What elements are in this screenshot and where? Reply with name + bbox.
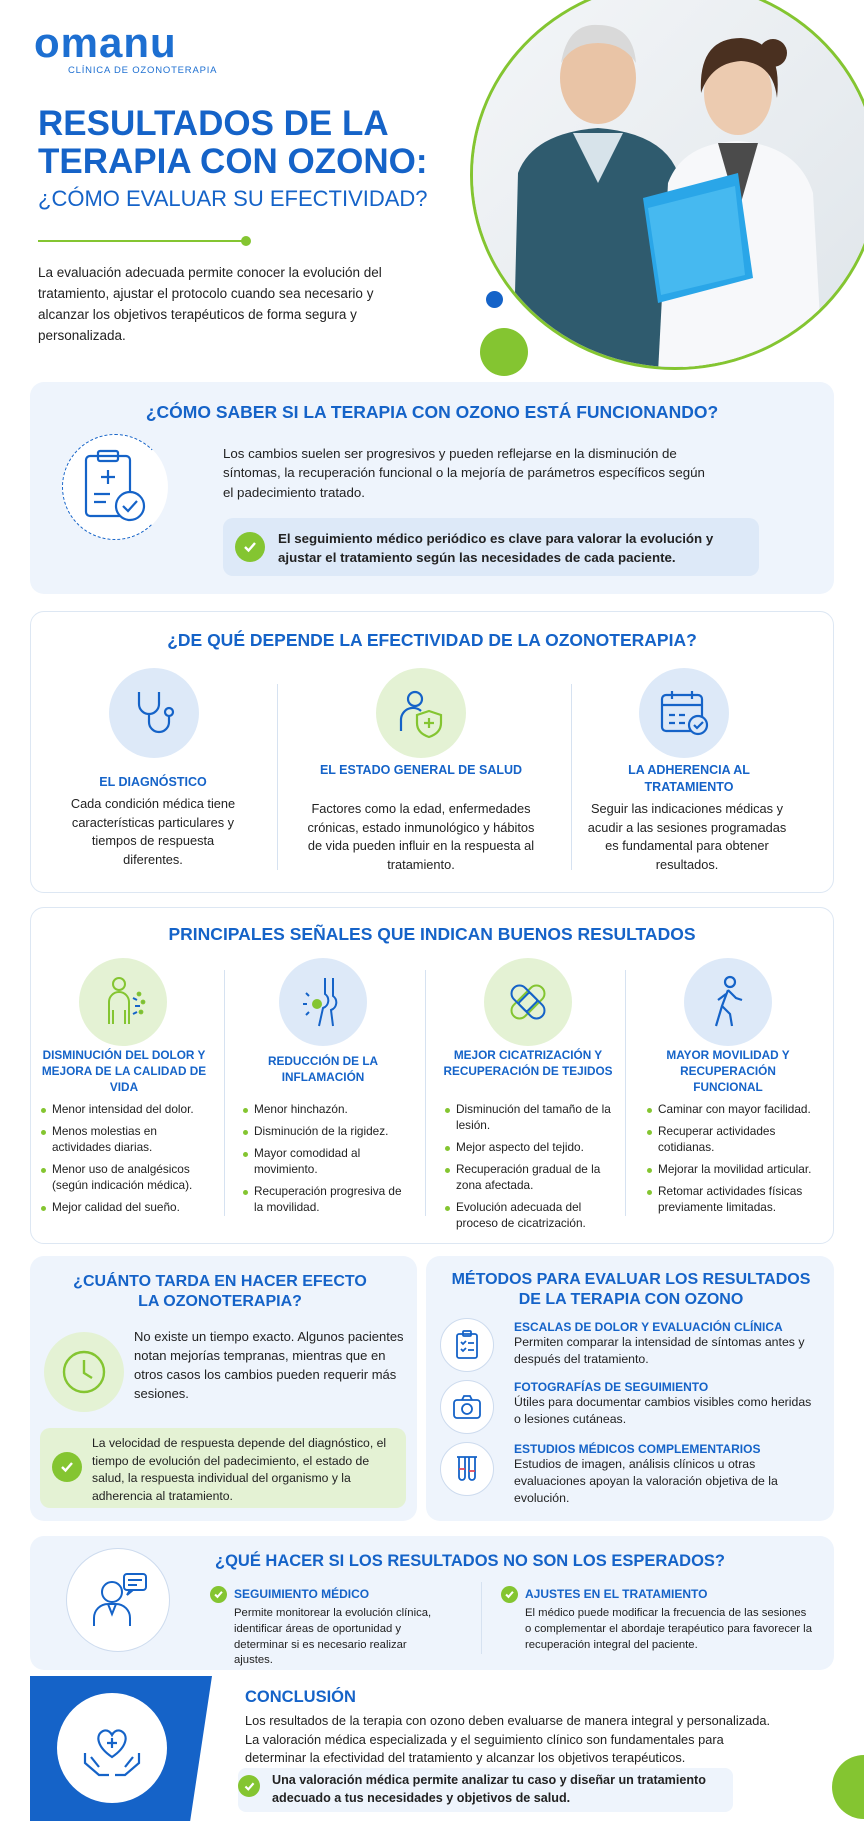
- method-item-3: [514, 1442, 814, 1508]
- signs-item-1-list: [41, 1102, 211, 1222]
- signs-item-2-list: [243, 1102, 413, 1222]
- depends-item-3-title: LA ADHERENCIA AL TRATAMIENTO: [628, 763, 750, 794]
- camera-icon: [440, 1380, 494, 1434]
- list-item: Caminar con mayor facilidad.: [647, 1102, 823, 1118]
- section-how-to-know-highlight-box: [223, 518, 759, 576]
- signs-item-4-list: [647, 1102, 823, 1222]
- section-depends: [30, 611, 834, 893]
- signs-item-3-list: [445, 1102, 619, 1237]
- divider: [277, 684, 278, 870]
- list-item: Disminución del tamaño de la lesión.: [445, 1102, 619, 1134]
- health-shield-icon: [376, 668, 466, 758]
- method-item-1: [514, 1320, 814, 1368]
- list-item: Recuperación gradual de la zona afectada.: [445, 1162, 619, 1194]
- list-item: Menor hinchazón.: [243, 1102, 413, 1118]
- section-how-long-highlight-box: [40, 1428, 406, 1508]
- depends-item-3-text: Seguir las indicaciones médicas y acudir a las sesiones programadas es fundamental para obtener resultados.: [587, 801, 787, 872]
- knee-inflammation-icon: [279, 958, 367, 1046]
- section-methods-title: MÉTODOS PARA EVALUAR LOS RESULTADOS DE LA TERAPIA CON OZONO: [451, 1271, 811, 1308]
- list-item: Mejorar la movilidad articular.: [647, 1162, 823, 1178]
- page-title: [38, 105, 428, 181]
- conclusion-title: CONCLUSIÓN: [245, 1688, 356, 1706]
- check-icon: [238, 1775, 260, 1797]
- method-item-2: [514, 1380, 814, 1428]
- list-item: Menor uso de analgésicos (según indicación médica).: [41, 1162, 211, 1194]
- decor-dot-green: [480, 328, 528, 376]
- title-line-1: RESULTADOS DE LA: [38, 104, 389, 143]
- divider: [224, 970, 225, 1216]
- signs-item-4-title: MAYOR MOVILIDAD Y RECUPERACIÓN FUNCIONAL: [666, 1048, 790, 1094]
- calendar-check-icon: [639, 668, 729, 758]
- section-how-long-highlight: La velocidad de respuesta depende del diagnóstico, el tiempo de evolución del padecimiento, el estado de salud, la respuesta individual del organismo y la adherencia al tratamiento.: [92, 1436, 387, 1504]
- list-item: Menos molestias en actividades diarias.: [41, 1124, 211, 1156]
- list-item: Mejor aspecto del tejido.: [445, 1140, 619, 1156]
- section-not-expected-title: ¿QUÉ HACER SI LOS RESULTADOS NO SON LOS ESPERADOS?: [214, 1552, 726, 1570]
- divider: [571, 684, 572, 870]
- title-line-2: TERAPIA CON OZONO:: [38, 141, 428, 181]
- divider: [481, 1582, 482, 1654]
- list-item: Disminución de la rigidez.: [243, 1124, 413, 1140]
- heart-hands-icon: [57, 1693, 167, 1803]
- brand-logo: [34, 19, 218, 76]
- conclusion-highlight: Una valoración médica permite analizar tu caso y diseñar un tratamiento adecuado a tus necesidades y objetivos de salud.: [272, 1773, 706, 1805]
- clipboard-icon: [62, 434, 168, 540]
- page-subtitle: ¿CÓMO EVALUAR SU EFECTIVIDAD?: [38, 186, 428, 211]
- list-item: Recuperación progresiva de la movilidad.: [243, 1184, 413, 1216]
- list-item: Mejor calidad del sueño.: [41, 1200, 211, 1216]
- stethoscope-icon: [109, 668, 199, 758]
- check-icon: [52, 1452, 82, 1482]
- section-how-long: [30, 1256, 417, 1521]
- list-item: Mayor comodidad al movimiento.: [243, 1146, 413, 1178]
- intro-text: La evaluación adecuada permite conocer la evolución del tratamiento, ajustar el protocolo cuando sea necesario y alcanzar los objetivos terapéuticos de forma segura y personalizada.: [38, 265, 382, 343]
- decor-dot-green-bottom: [832, 1755, 864, 1819]
- decor-dot-blue: [486, 291, 503, 308]
- section-signs-title: PRINCIPALES SEÑALES QUE INDICAN BUENOS RESULTADOS: [168, 924, 696, 944]
- bandage-icon: [484, 958, 572, 1046]
- conclusion-highlight-box: [238, 1768, 733, 1812]
- title-divider: [38, 240, 246, 242]
- depends-item-1-text: Cada condición médica tiene características particulares y tiempos de respuesta diferentes.: [70, 796, 236, 867]
- doctor-patient-illustration: [473, 0, 864, 370]
- section-not-expected: [30, 1536, 834, 1670]
- signs-item-2-title: REDUCCIÓN DE LA INFLAMACIÓN: [267, 1054, 379, 1084]
- method-item-3-title: ESTUDIOS MÉDICOS COMPLEMENTARIOS: [514, 1442, 761, 1456]
- list-item: Retomar actividades físicas previamente limitadas.: [647, 1184, 823, 1216]
- conclusion-text: Los resultados de la terapia con ozono deben evaluarse de manera integral y personalizada. La valoración médica especializada y el seguimiento clínico son fundamentales para determinar la efectividad del tratamiento y alcanzar los objetivos terapéuticos.: [245, 1713, 771, 1766]
- section-how-to-know-highlight: El seguimiento médico periódico es clave para valorar la evolución y ajustar el tratamiento según las necesidades de cada paciente.: [278, 531, 714, 566]
- method-item-1-title: ESCALAS DE DOLOR Y EVALUACIÓN CLÍNICA: [514, 1320, 783, 1334]
- test-tubes-icon: [440, 1442, 494, 1496]
- not-expected-item-2-text: El médico puede modificar la frecuencia de las sesiones o complementar el abordaje terapéutico para favorecer la recuperación integral del paciente.: [525, 1607, 812, 1651]
- section-depends-title: ¿DE QUÉ DEPENDE LA EFECTIVIDAD DE LA OZONOTERAPIA?: [167, 630, 697, 650]
- check-icon: [501, 1586, 518, 1603]
- list-item: Recuperar actividades cotidianas.: [647, 1124, 823, 1156]
- signs-item-1-title: DISMINUCIÓN DEL DOLOR Y MEJORA DE LA CALIDAD DE VIDA: [41, 1048, 207, 1094]
- divider: [625, 970, 626, 1216]
- brand-name: omanu: [34, 19, 177, 66]
- section-how-to-know-text: Los cambios suelen ser progresivos y pueden reflejarse en la disminución de síntomas, la recuperación funcional o la mejoría de parámetros específicos según el padecimiento tratado.: [223, 446, 705, 500]
- check-icon: [235, 532, 265, 562]
- not-expected-item-1-title: SEGUIMIENTO MÉDICO: [234, 1587, 370, 1601]
- clock-icon: [44, 1332, 124, 1412]
- method-item-2-text: Útiles para documentar cambios visibles como heridas o lesiones cutáneas.: [514, 1395, 812, 1427]
- section-how-to-know: [30, 382, 834, 594]
- section-how-to-know-title: ¿CÓMO SABER SI LA TERAPIA CON OZONO ESTÁ FUNCIONANDO?: [145, 402, 719, 422]
- method-item-3-text: Estudios de imagen, análisis clínicos u otras evaluaciones apoyan la valoración objetiva de la evolución.: [514, 1457, 778, 1506]
- list-item: Menor intensidad del dolor.: [41, 1102, 211, 1118]
- not-expected-item-2-title: AJUSTES EN EL TRATAMIENTO: [525, 1587, 708, 1601]
- section-how-long-title: ¿CUÁNTO TARDA EN HACER EFECTO LA OZONOTERAPIA?: [73, 1273, 367, 1310]
- section-signs: [30, 907, 834, 1244]
- checklist-icon: [440, 1318, 494, 1372]
- hero-photo: [470, 0, 864, 370]
- walking-person-icon: [684, 958, 772, 1046]
- not-expected-item-1-text: Permite monitorear la evolución clínica, identificar áreas de oportunidad y determinar si es necesario realizar ajustes.: [234, 1607, 432, 1667]
- section-methods: [426, 1256, 834, 1521]
- depends-item-2-text: Factores como la edad, enfermedades crónicas, estado inmunológico y hábitos de vida pueden influir en la respuesta al tratamiento.: [307, 801, 535, 872]
- divider: [425, 970, 426, 1216]
- list-item: Evolución adecuada del proceso de cicatrización.: [445, 1200, 619, 1232]
- method-item-2-title: FOTOGRAFÍAS DE SEGUIMIENTO: [514, 1380, 709, 1394]
- doctor-chat-icon: [66, 1548, 170, 1652]
- check-icon: [210, 1586, 227, 1603]
- section-how-long-text: No existe un tiempo exacto. Algunos pacientes notan mejorías tempranas, mientras que en otros casos los cambios pueden requerir más sesiones.: [134, 1329, 404, 1401]
- title-divider-dot: [241, 236, 251, 246]
- brand-tagline: CLÍNICA DE OZONOTERAPIA: [68, 65, 218, 76]
- signs-item-3-title: MEJOR CICATRIZACIÓN Y RECUPERACIÓN DE TEJIDOS: [443, 1048, 613, 1078]
- depends-item-1-title: EL DIAGNÓSTICO: [99, 775, 207, 789]
- method-item-1-text: Permiten comparar la intensidad de síntomas antes y después del tratamiento.: [514, 1335, 805, 1367]
- pain-relief-icon: [79, 958, 167, 1046]
- depends-item-2-title: EL ESTADO GENERAL DE SALUD: [319, 763, 523, 777]
